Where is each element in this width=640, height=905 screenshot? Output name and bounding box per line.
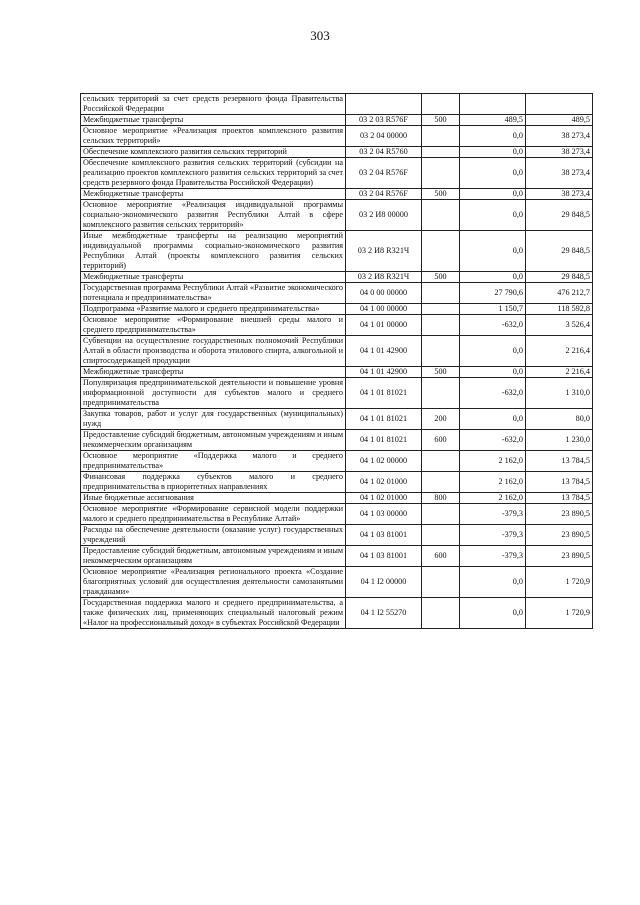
row-amount-total: 2 216,4 (526, 367, 593, 378)
row-code: 04 1 02 01000 (346, 493, 422, 504)
row-name: Расходы на обеспечение деятельности (оказание услуг) государственных учреждений (81, 525, 346, 546)
row-expense-type: 500 (422, 272, 460, 283)
row-amount-change: -632,0 (460, 378, 526, 409)
row-code: 04 1 01 81021 (346, 409, 422, 430)
row-expense-type (422, 147, 460, 158)
row-code: 04 1 01 81021 (346, 430, 422, 451)
row-name: Межбюджетные трансферты (81, 367, 346, 378)
row-code: 04 1 01 42900 (346, 367, 422, 378)
row-amount-total: 29 848,5 (526, 231, 593, 272)
row-expense-type (422, 336, 460, 367)
row-code: 03 2 И8 R321Ч (346, 272, 422, 283)
row-name: Предоставление субсидий бюджетным, автономным учреждениям и иным некоммерческим организациям (81, 430, 346, 451)
table-row (81, 546, 593, 567)
row-name: Закупка товаров, работ и услуг для государственных (муниципальных) нужд (81, 409, 346, 430)
row-amount-total: 80,0 (526, 409, 593, 430)
row-code: 04 1 02 00000 (346, 451, 422, 472)
table-row (81, 231, 593, 272)
table-row (81, 147, 593, 158)
row-amount-change: 0,0 (460, 231, 526, 272)
row-amount-change: 0,0 (460, 336, 526, 367)
row-amount-total: 489,5 (526, 115, 593, 126)
row-amount-change (460, 94, 526, 115)
row-code: 03 2 И8 R321Ч (346, 231, 422, 272)
row-amount-total: 29 848,5 (526, 272, 593, 283)
row-name: Обеспечение комплексного развития сельских территорий (81, 147, 346, 158)
row-name: Основное мероприятие «Реализация проектов комплексного развития сельских территорий» (81, 126, 346, 147)
table-row (81, 430, 593, 451)
row-amount-change: 0,0 (460, 189, 526, 200)
table-row (81, 504, 593, 525)
row-name: Основное мероприятие «Реализация регионального проекта «Создание благоприятных условий для осуществления деятельности самозанятыми гражданами» (81, 567, 346, 598)
table-row (81, 598, 593, 629)
row-code: 04 1 00 00000 (346, 304, 422, 315)
row-name: Финансовая поддержка субъектов малого и среднего предпринимательства в приоритетных направлениях (81, 472, 346, 493)
row-name: Субвенции на осуществление государственных полномочий Республики Алтай в области производства и оборота этилового спирта, алкогольной и спиртосодержащей продукции (81, 336, 346, 367)
row-expense-type (422, 472, 460, 493)
row-expense-type: 200 (422, 409, 460, 430)
row-expense-type (422, 525, 460, 546)
row-expense-type (422, 378, 460, 409)
row-amount-total: 2 216,4 (526, 336, 593, 367)
row-name: Обеспечение комплексного развития сельских территорий (субсидии на реализацию проектов комплексного развития сельских территорий за счет средств резервного фонда Правительства Российской Федерации) (81, 158, 346, 189)
table-row (81, 367, 593, 378)
row-amount-change: -632,0 (460, 430, 526, 451)
row-expense-type (422, 315, 460, 336)
row-expense-type (422, 567, 460, 598)
row-name: Государственная программа Республики Алтай «Развитие экономического потенциала и предпринимательства» (81, 283, 346, 304)
row-code: 04 1 I2 00000 (346, 567, 422, 598)
row-amount-total: 38 273,4 (526, 126, 593, 147)
row-amount-total: 38 273,4 (526, 158, 593, 189)
row-amount-total: 1 310,0 (526, 378, 593, 409)
row-expense-type (422, 598, 460, 629)
page-number: 303 (310, 28, 330, 43)
row-name: Предоставление субсидий бюджетным, автономным учреждениям и иным некоммерческим организациям (81, 546, 346, 567)
row-code: 03 2 04 R576F (346, 158, 422, 189)
row-expense-type (422, 283, 460, 304)
row-expense-type (422, 451, 460, 472)
row-amount-change: 2 162,0 (460, 451, 526, 472)
row-expense-type: 600 (422, 430, 460, 451)
table-row (81, 115, 593, 126)
row-expense-type (422, 200, 460, 231)
table-row (81, 304, 593, 315)
row-amount-change: -379,3 (460, 546, 526, 567)
table-row (81, 493, 593, 504)
row-code (346, 94, 422, 115)
row-amount-total: 23 890,5 (526, 525, 593, 546)
table-row (81, 158, 593, 189)
table-row (81, 567, 593, 598)
row-expense-type (422, 94, 460, 115)
row-code: 04 1 I2 55270 (346, 598, 422, 629)
row-code: 04 1 02 01000 (346, 472, 422, 493)
table-row (81, 272, 593, 283)
row-amount-change: 0,0 (460, 200, 526, 231)
row-amount-change: 1 150,7 (460, 304, 526, 315)
row-name: Межбюджетные трансферты (81, 272, 346, 283)
row-amount-total (526, 94, 593, 115)
table-row (81, 200, 593, 231)
row-amount-change: 2 162,0 (460, 472, 526, 493)
row-amount-change: 0,0 (460, 158, 526, 189)
row-amount-change: 2 162,0 (460, 493, 526, 504)
row-name: Основное мероприятие «Формирование сервисной модели поддержки малого и среднего предпринимательства в Республике Алтай» (81, 504, 346, 525)
row-name: Популяризация предпринимательской деятельности и повышение уровня информационной доступности для субъектов малого и среднего предпринимательства (81, 378, 346, 409)
table-row (81, 283, 593, 304)
row-amount-total: 29 848,5 (526, 200, 593, 231)
row-amount-change: -379,3 (460, 525, 526, 546)
row-expense-type (422, 158, 460, 189)
row-code: 03 2 04 00000 (346, 126, 422, 147)
table-row (81, 94, 593, 115)
row-expense-type (422, 504, 460, 525)
row-expense-type: 500 (422, 367, 460, 378)
row-amount-total: 118 592,8 (526, 304, 593, 315)
row-name: Иные межбюджетные трансферты на реализацию мероприятий индивидуальной программы социально-экономического развития Республики Алтай (проекты комплексного развития сельских территорий) (81, 231, 346, 272)
row-code: 03 2 04 R576F (346, 189, 422, 200)
row-amount-total: 13 784,5 (526, 451, 593, 472)
row-amount-total: 1 230,0 (526, 430, 593, 451)
row-expense-type (422, 231, 460, 272)
table-row (81, 336, 593, 367)
table-row (81, 315, 593, 336)
row-amount-change: -632,0 (460, 315, 526, 336)
row-amount-total: 13 784,5 (526, 493, 593, 504)
table-row (81, 472, 593, 493)
row-name: Иные бюджетные ассигнования (81, 493, 346, 504)
row-code: 04 1 01 42900 (346, 336, 422, 367)
row-amount-change: 489,5 (460, 115, 526, 126)
row-name: Основное мероприятие «Реализация индивидуальной программы социально-экономического развития Республики Алтай в сфере комплексного развития сельских территорий» (81, 200, 346, 231)
row-expense-type (422, 126, 460, 147)
row-amount-change: 0,0 (460, 147, 526, 158)
row-amount-change: 0,0 (460, 598, 526, 629)
row-amount-change: 0,0 (460, 272, 526, 283)
row-name: Межбюджетные трансферты (81, 189, 346, 200)
row-expense-type: 500 (422, 115, 460, 126)
row-code: 04 1 03 00000 (346, 504, 422, 525)
row-name: Подпрограмма «Развитие малого и среднего предпринимательства» (81, 304, 346, 315)
row-amount-total: 23 890,5 (526, 504, 593, 525)
row-amount-change: -379,3 (460, 504, 526, 525)
row-amount-change: 27 790,6 (460, 283, 526, 304)
row-amount-change: 0,0 (460, 409, 526, 430)
row-expense-type: 500 (422, 189, 460, 200)
row-name: Основное мероприятие «Поддержка малого и среднего предпринимательства» (81, 451, 346, 472)
budget-table (80, 93, 593, 629)
table-row (81, 451, 593, 472)
row-name: Государственная поддержка малого и среднего предпринимательства, а также физических лиц, применяющих специальный налоговый режим «Налог на профессиональный доход» в субъектах Российской Федерации (81, 598, 346, 629)
row-code: 03 2 И8 00000 (346, 200, 422, 231)
row-amount-total: 476 212,7 (526, 283, 593, 304)
row-amount-total: 3 526,4 (526, 315, 593, 336)
row-code: 04 1 03 81001 (346, 546, 422, 567)
row-amount-change: 0,0 (460, 126, 526, 147)
row-amount-total: 1 720,9 (526, 598, 593, 629)
row-name: сельских территорий за счет средств резервного фонда Правительства Российской Федерации (81, 94, 346, 115)
row-name: Межбюджетные трансферты (81, 115, 346, 126)
row-amount-total: 23 890,5 (526, 546, 593, 567)
table-row (81, 525, 593, 546)
row-amount-total: 1 720,9 (526, 567, 593, 598)
row-amount-change: 0,0 (460, 367, 526, 378)
row-amount-change: 0,0 (460, 567, 526, 598)
row-expense-type: 600 (422, 546, 460, 567)
budget-table-body (81, 94, 593, 629)
row-code: 03 2 04 R5760 (346, 147, 422, 158)
row-name: Основное мероприятие «Формирование внешней среды малого и среднего предпринимательства» (81, 315, 346, 336)
row-expense-type: 800 (422, 493, 460, 504)
row-amount-total: 38 273,4 (526, 189, 593, 200)
row-code: 04 1 01 00000 (346, 315, 422, 336)
row-code: 04 0 00 00000 (346, 283, 422, 304)
table-row (81, 409, 593, 430)
table-row (81, 378, 593, 409)
row-code: 03 2 03 R576F (346, 115, 422, 126)
table-row (81, 189, 593, 200)
row-amount-total: 13 784,5 (526, 472, 593, 493)
row-expense-type (422, 304, 460, 315)
row-amount-total: 38 273,4 (526, 147, 593, 158)
row-code: 04 1 03 81001 (346, 525, 422, 546)
table-row (81, 126, 593, 147)
row-code: 04 1 01 81021 (346, 378, 422, 409)
